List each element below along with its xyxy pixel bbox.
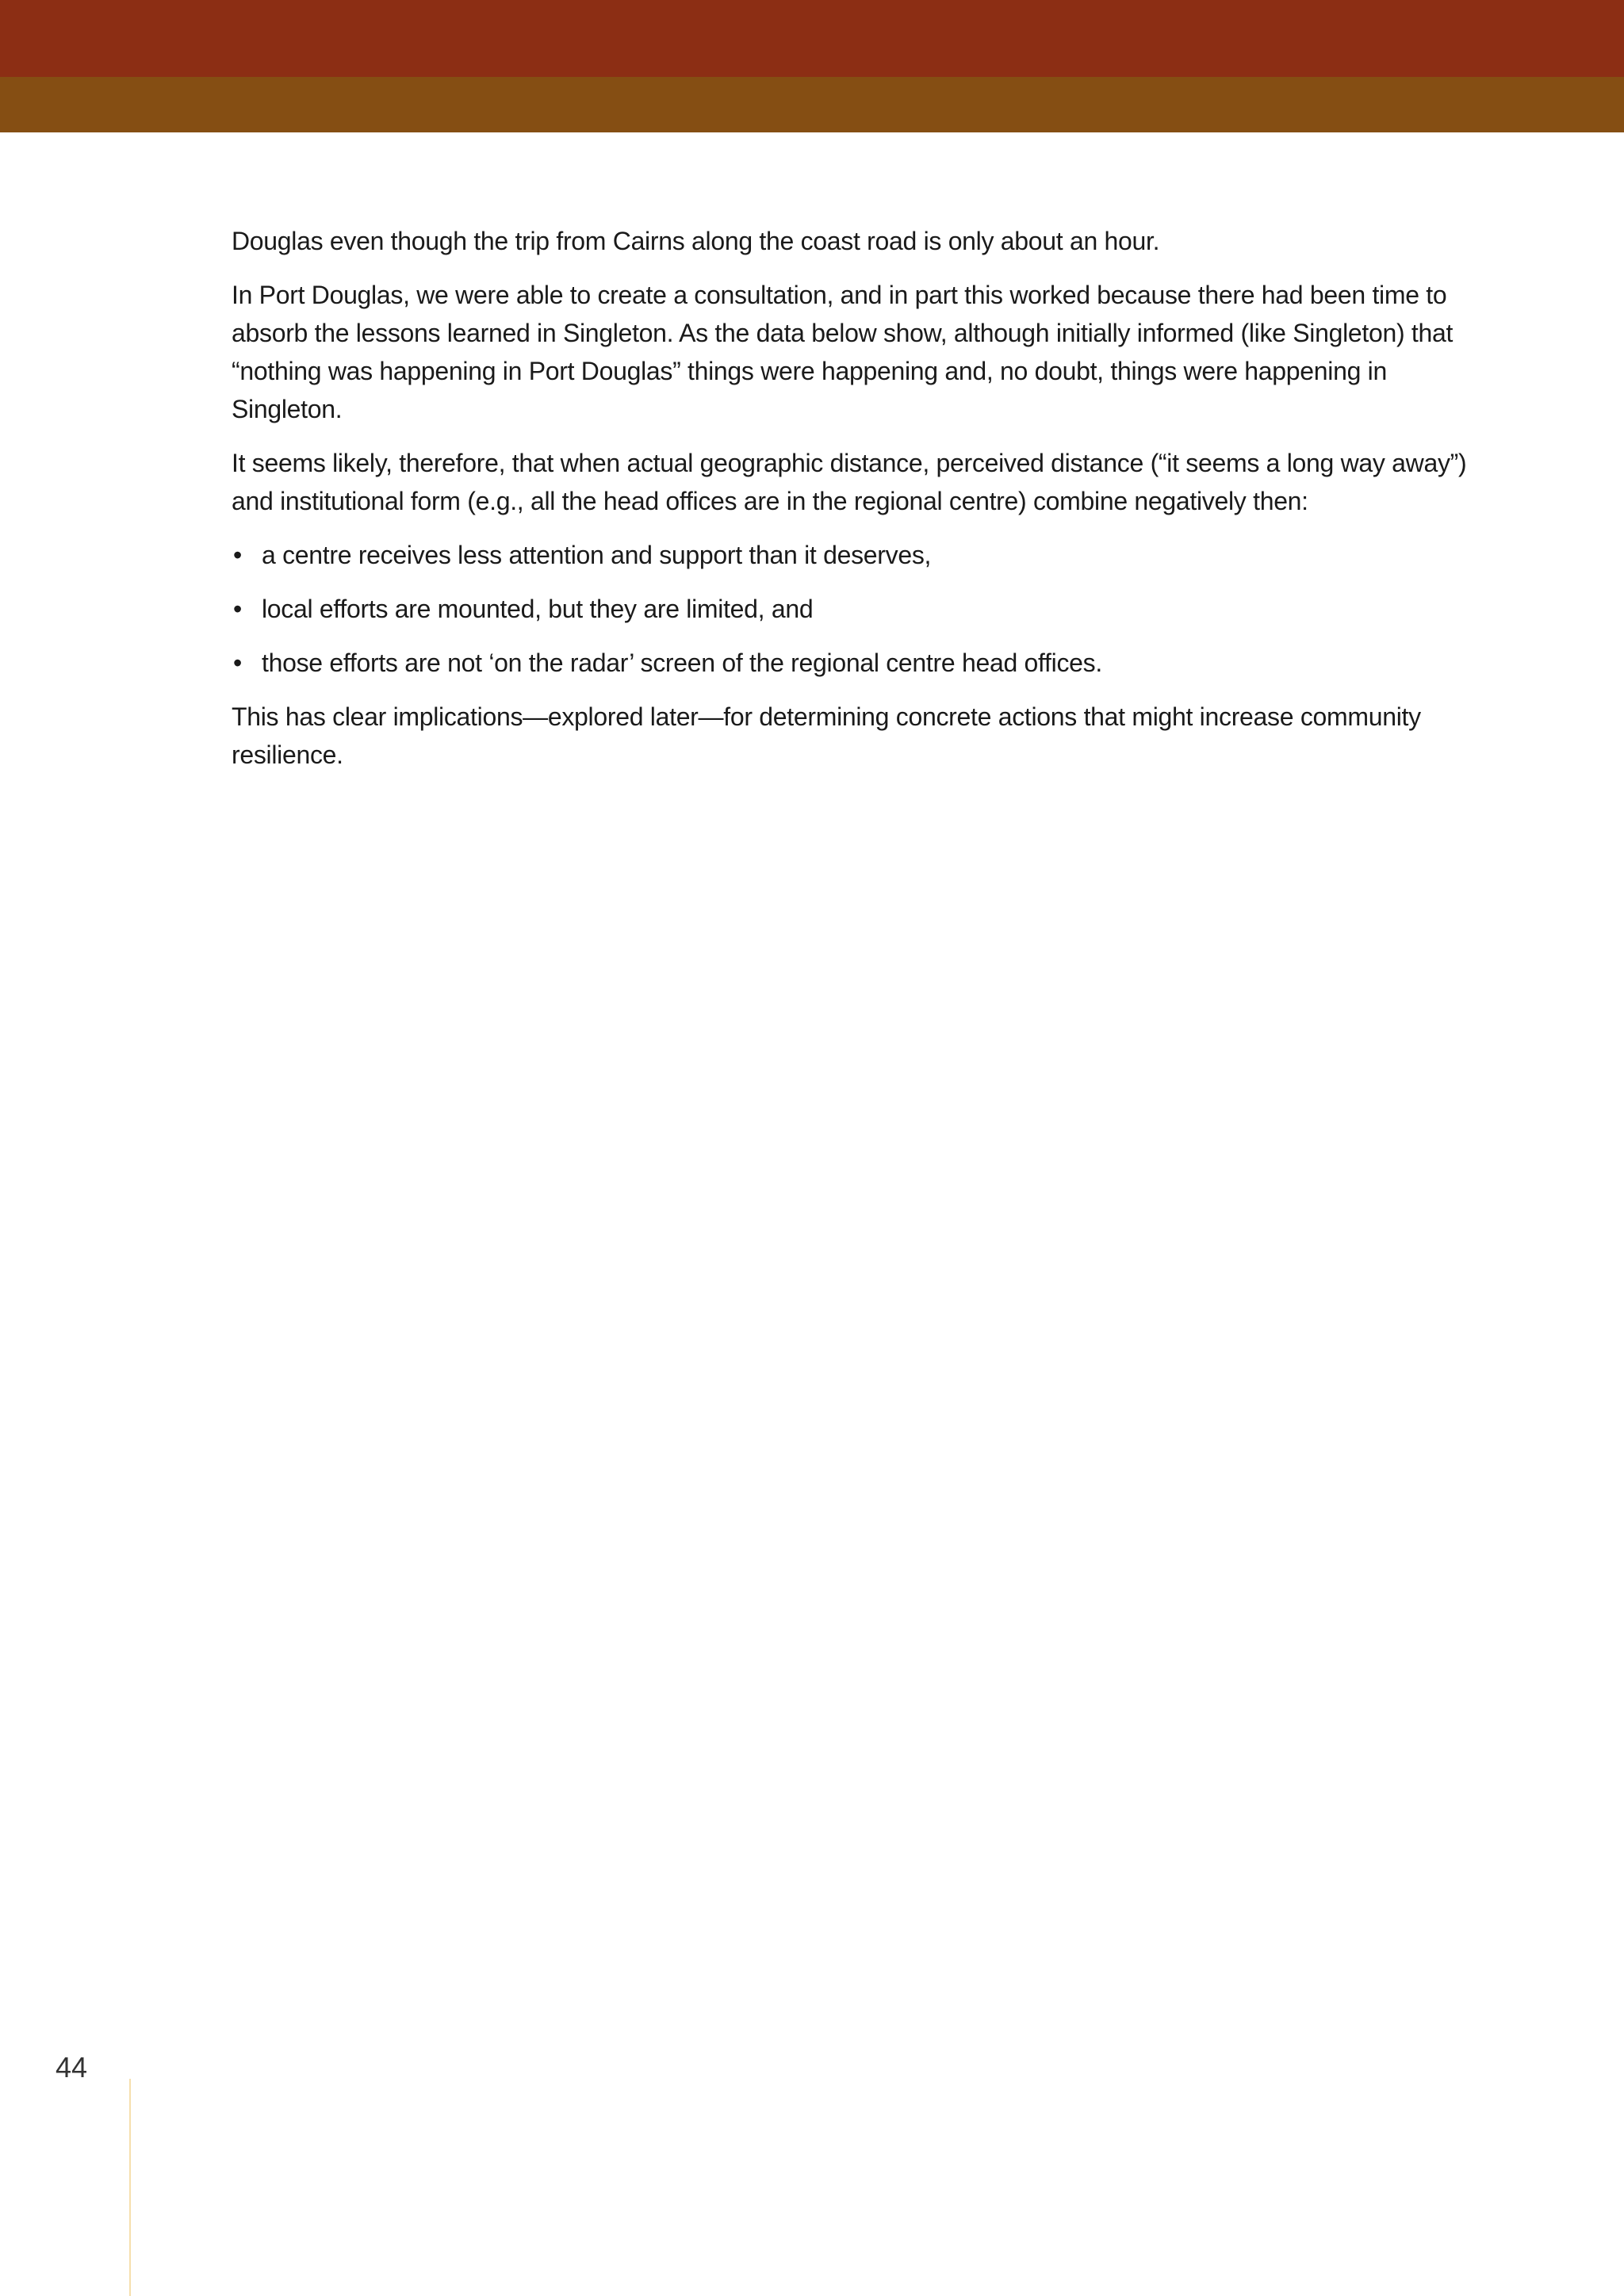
- bullet-icon: •: [233, 541, 242, 569]
- closing-paragraph: This has clear implications—explored later—for determining concrete actions that might increase community resilience.: [232, 702, 1421, 769]
- bullet-item: [232, 590, 1484, 628]
- bullet-item: [232, 536, 1484, 574]
- paragraph: It seems likely, therefore, that when actual geographic distance, perceived distance (“it seems a long way away”) and institutional form (e.g., all the head offices are in the regional centre) combine negatively then:: [232, 449, 1467, 515]
- bullet-text: those efforts are not ‘on the radar’ screen of the regional centre head offices.: [262, 649, 1102, 677]
- bullet-text: a centre receives less attention and support than it deserves,: [262, 541, 932, 569]
- bullet-item: [232, 644, 1484, 682]
- page-number: 44: [56, 2051, 88, 2084]
- paragraph: In Port Douglas, we were able to create a consultation, and in part this worked because there had been time to absorb the lessons learned in Singleton. As the data below show, although initially informed (like Singleton) that “nothing was happening in Port Douglas” things were happening and, no doubt, things were happening in Singleton.: [232, 281, 1454, 423]
- bullet-icon: •: [233, 649, 242, 677]
- paragraph: Douglas even though the trip from Cairns along the coast road is only about an hour.: [232, 227, 1160, 255]
- header-band-top: [0, 0, 1624, 77]
- margin-rule: [129, 2079, 131, 2296]
- body-text: [232, 222, 1484, 790]
- bullet-list: [232, 536, 1484, 682]
- bullet-icon: •: [233, 595, 242, 623]
- header-band-bottom: [0, 77, 1624, 132]
- bullet-text: local efforts are mounted, but they are limited, and: [262, 595, 814, 623]
